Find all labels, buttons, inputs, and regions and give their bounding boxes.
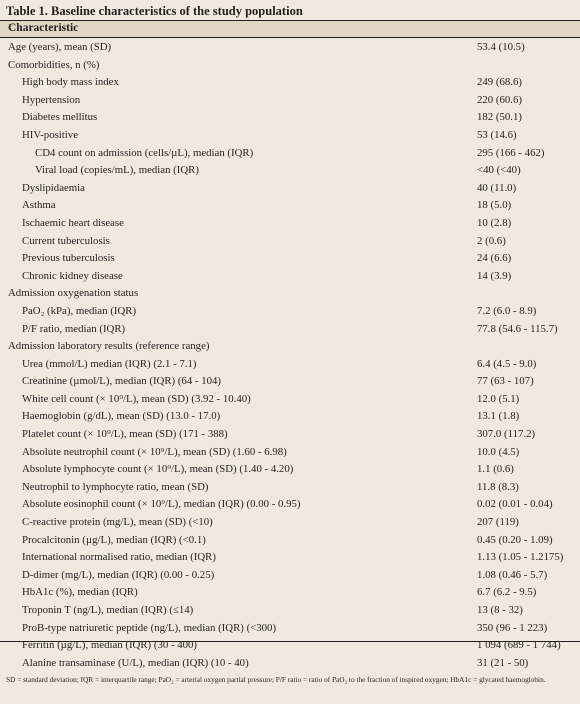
row-label: HbA1c (%), median (IQR)	[22, 586, 138, 599]
row-value: 0.45 (0.20 - 1.09)	[477, 533, 553, 546]
table-body	[0, 39, 580, 672]
row-value: 220 (60.6)	[477, 93, 522, 106]
table-row	[0, 321, 580, 339]
table-row	[0, 373, 580, 391]
row-label: Diabetes mellitus	[22, 111, 98, 124]
row-value: 11.8 (8.3)	[477, 480, 519, 493]
row-label: Hypertension	[22, 93, 81, 106]
table-title: Table 1. Baseline characteristics of the study population	[6, 4, 303, 18]
row-label: D-dimer (mg/L), median (IQR) (0.00 - 0.25)	[22, 568, 215, 581]
row-label: Ischaemic heart disease	[22, 216, 124, 229]
row-value: 207 (119)	[477, 516, 519, 529]
table-row	[0, 567, 580, 585]
table-row	[0, 584, 580, 602]
table-row	[0, 233, 580, 251]
row-value: 77 (63 - 107)	[477, 375, 534, 388]
table-row	[0, 602, 580, 620]
table-row	[0, 461, 580, 479]
row-label: Previous tuberculosis	[22, 252, 115, 265]
table-row	[0, 549, 580, 567]
table-row	[0, 479, 580, 497]
row-value: 10 (2.8)	[477, 216, 512, 229]
row-label: Comorbidities, n (%)	[8, 58, 100, 71]
table-row	[0, 215, 580, 233]
row-label: P/F ratio, median (IQR)	[22, 322, 126, 335]
row-label: Alanine transaminase (U/L), median (IQR) (10 - 40)	[22, 656, 249, 669]
row-value: 77.8 (54.6 - 115.7)	[477, 322, 558, 335]
row-label: Creatinine (µmol/L), median (IQR) (64 - 104)	[22, 375, 222, 388]
row-value: 53 (14.6)	[477, 128, 517, 141]
row-label: CD4 count on admission (cells/µL), median (IQR)	[35, 146, 254, 159]
row-value: 1.13 (1.05 - 1.2175)	[477, 551, 564, 564]
table-row	[0, 57, 580, 75]
table-row	[0, 127, 580, 145]
row-value: 6.4 (4.5 - 9.0)	[477, 357, 537, 370]
row-label: Absolute neutrophil count (× 10⁹/L), mean (SD) (1.60 - 6.98)	[22, 445, 287, 458]
row-label: PaO₂ (kPa), median (IQR)	[22, 304, 137, 317]
row-label: Neutrophil to lymphocyte ratio, mean (SD)	[22, 480, 209, 493]
row-label: HIV-positive	[22, 128, 78, 141]
row-label: Ferritin (µg/L), median (IQR) (30 - 400)	[22, 639, 198, 652]
row-value: 31 (21 - 50)	[477, 656, 529, 669]
row-label: Asthma	[22, 199, 56, 212]
table-row	[0, 109, 580, 127]
row-value: 13.1 (1.8)	[477, 410, 520, 423]
row-value: 182 (50.1)	[477, 111, 522, 124]
table-bottom-rule	[0, 641, 580, 642]
column-header-characteristic: Characteristic	[8, 22, 79, 34]
table-row	[0, 426, 580, 444]
table-footnote: SD = standard deviation; IQR = interquartile range; PaO₂ = arterial oxygen partial pressure; P/F ratio = ratio of PaO₂ to the fraction of inspired oxygen; HbA1c = glycated haemoglobin.	[6, 675, 546, 684]
table-row	[0, 444, 580, 462]
row-label: Current tuberculosis	[22, 234, 110, 247]
table-row	[0, 162, 580, 180]
row-value: 24 (6.6)	[477, 252, 512, 265]
row-label: White cell count (× 10⁹/L), mean (SD) (3.92 - 10.40)	[22, 392, 251, 405]
row-value: 7.2 (6.0 - 8.9)	[477, 304, 537, 317]
table-row	[0, 655, 580, 673]
row-value: 307.0 (117.2)	[477, 428, 536, 441]
table-row	[0, 408, 580, 426]
table-row	[0, 303, 580, 321]
table-row	[0, 496, 580, 514]
row-value: 1 094 (689 - 1 744)	[477, 639, 561, 652]
row-value: 2 (0.6)	[477, 234, 506, 247]
row-value: 1.08 (0.46 - 5.7)	[477, 568, 548, 581]
table-header	[0, 20, 580, 38]
row-label: C-reactive protein (mg/L), mean (SD) (<10)	[22, 516, 213, 529]
row-label: Troponin T (ng/L), median (IQR) (≤14)	[22, 604, 194, 616]
row-label: High body mass index	[22, 76, 119, 89]
row-label: Viral load (copies/mL), median (IQR)	[35, 164, 199, 177]
row-label: Dyslipidaemia	[22, 181, 85, 194]
row-value: 1.1 (0.6)	[477, 463, 514, 476]
table-row	[0, 250, 580, 268]
row-label: Absolute eosinophil count (× 10⁹/L), median (IQR) (0.00 - 0.95)	[22, 498, 301, 511]
row-label: Age (years), mean (SD)	[8, 41, 112, 53]
row-value: 295 (166 - 462)	[477, 146, 545, 159]
table-row	[0, 532, 580, 550]
table-row	[0, 180, 580, 198]
row-label: Haemoglobin (g/dL), mean (SD) (13.0 - 17.0)	[22, 410, 221, 423]
table-row	[0, 391, 580, 409]
row-value: 6.7 (6.2 - 9.5)	[477, 586, 537, 599]
row-value: 18 (5.0)	[477, 199, 512, 212]
table-row	[0, 285, 580, 303]
row-value: 53.4 (10.5)	[477, 41, 525, 53]
row-label: ProB-type natriuretic peptide (ng/L), median (IQR) (<300)	[22, 621, 277, 634]
table-row	[0, 620, 580, 638]
table-row	[0, 356, 580, 374]
table-row	[0, 74, 580, 92]
row-label: Urea (mmol/L) median (IQR) (2.1 - 7.1)	[22, 357, 197, 370]
table-row	[0, 268, 580, 286]
row-value: 12.0 (5.1)	[477, 392, 520, 405]
row-label: Admission laboratory results (reference range)	[8, 340, 210, 353]
table-row	[0, 145, 580, 163]
row-label: Platelet count (× 10⁹/L), mean (SD) (171 - 388)	[22, 428, 228, 441]
table-row	[0, 92, 580, 110]
row-label: Chronic kidney disease	[22, 269, 123, 282]
row-value: 350 (96 - 1 223)	[477, 621, 548, 634]
table-row	[0, 514, 580, 532]
row-label: Procalcitonin (µg/L), median (IQR) (<0.1)	[22, 533, 206, 546]
row-value: 40 (11.0)	[477, 181, 517, 194]
row-value: 13 (8 - 32)	[477, 604, 523, 616]
table-row	[0, 197, 580, 215]
row-value: 249 (68.6)	[477, 76, 522, 89]
row-value: 10.0 (4.5)	[477, 445, 520, 458]
row-label: Admission oxygenation status	[8, 287, 139, 300]
row-label: International normalised ratio, median (IQR)	[22, 551, 216, 564]
table-row	[0, 338, 580, 356]
table-row	[0, 39, 580, 57]
table-row	[0, 637, 580, 655]
row-value: <40 (<40)	[477, 164, 521, 177]
row-label: Absolute lymphocyte count (× 10⁹/L), mean (SD) (1.40 - 4.20)	[22, 463, 294, 476]
row-value: 0.02 (0.01 - 0.04)	[477, 498, 553, 511]
row-value: 14 (3.9)	[477, 269, 512, 282]
